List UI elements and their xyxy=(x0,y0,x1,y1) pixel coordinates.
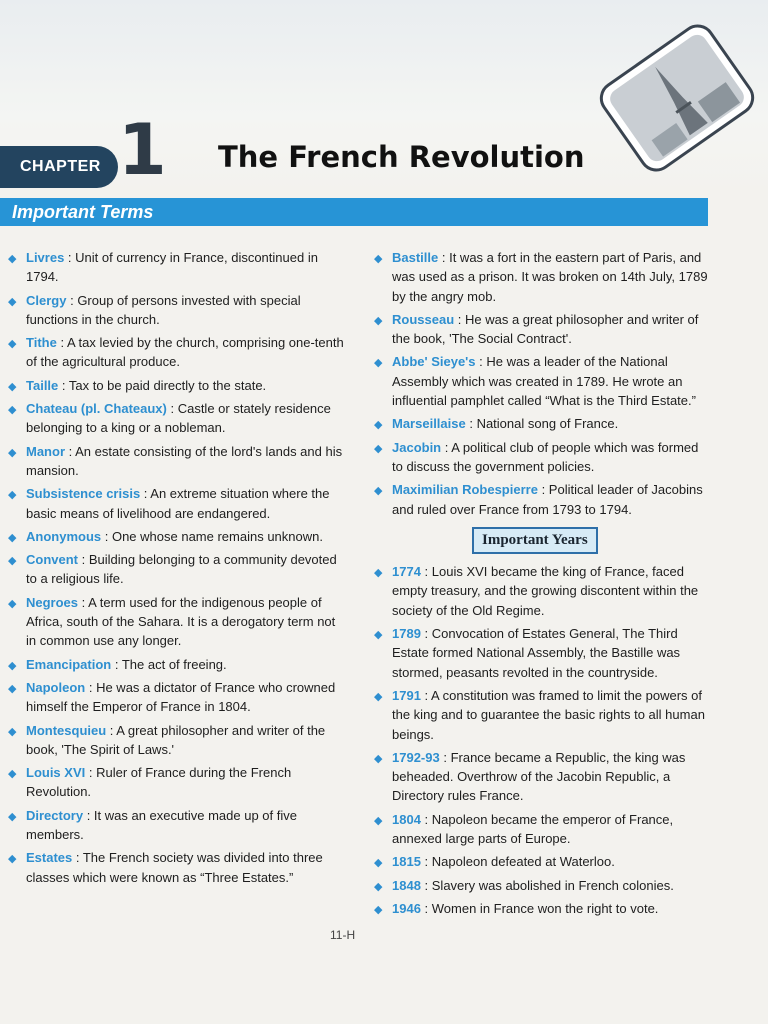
diamond-bullet-icon: ◆ xyxy=(8,380,17,393)
term-entry: ◆ Rousseau : He was a great philosopher and writer of the book, 'The Social Contract'. xyxy=(374,311,699,347)
diamond-bullet-icon: ◆ xyxy=(8,810,17,823)
term-definition: A political club of people which was formed to discuss the government policies. xyxy=(392,439,699,474)
term-label: Livres xyxy=(26,250,65,265)
term-definition: He was a dictator of France who crowned himself the Emperor of France in 1804. xyxy=(26,679,336,715)
term-entry: ◆ 1815 : Napoleon defeated at Waterloo. xyxy=(372,852,712,871)
diamond-bullet-icon: ◆ xyxy=(8,555,17,568)
term-label: 1946 xyxy=(392,900,421,916)
diamond-bullet-icon: ◆ xyxy=(374,485,383,498)
term-definition: One whose name remains unknown. xyxy=(111,528,323,544)
term-definition: Political leader of Jacobins and ruled over France from 1793 to 1794. xyxy=(392,482,703,517)
term-entry: ◆ Directory : It was an executive made up of five members. xyxy=(8,807,297,843)
term-label: Maximilian Robespierre xyxy=(392,482,538,498)
term-label: Manor xyxy=(26,443,65,459)
term-label: Louis XVI xyxy=(26,765,86,781)
diamond-bullet-icon: ◆ xyxy=(374,690,383,703)
term-definition: Louis XVI became the king of France, faced empty treasury, and the growing discontent within the society of the Old Regime. xyxy=(392,564,699,618)
page-number: 11-H xyxy=(330,928,356,942)
term-definition: An estate consisting of the lord's lands and his mansion. xyxy=(26,443,343,478)
diamond-bullet-icon: ◆ xyxy=(8,295,17,308)
term-entry: ◆ 1848 : Slavery was abolished in French colonies. xyxy=(372,876,712,895)
diamond-bullet-icon: ◆ xyxy=(374,752,383,765)
term-entry: ◆ Abbe' Sieye's : He was a leader of the National Assembly which was created in 1789. He wrote an influential pamphlet called “What is the Third Estate.” xyxy=(374,354,696,409)
term-definition: It was an executive made up of five members. xyxy=(26,807,297,843)
term-entry: ◆ Livres : Unit of currency in France, discontinued in 1794. xyxy=(8,250,318,285)
diamond-bullet-icon: ◆ xyxy=(374,629,383,642)
diamond-bullet-icon: ◆ xyxy=(8,725,17,738)
term-label: Negroes xyxy=(26,594,79,610)
term-label: Emancipation xyxy=(26,656,112,672)
term-entry: ◆ Bastille : It was a fort in the eastern part of Paris, and was used as a prison. It was broken on 14th July, 1789 by the angry mob. xyxy=(374,250,708,304)
term-definition: Castle or stately residence belonging to a king or a nobleman. xyxy=(26,401,331,436)
term-entry: ◆ Maximilian Robespierre : Political leader of Jacobins and ruled over France from 1793 to 1794. xyxy=(374,482,703,517)
term-definition: Unit of currency in France, discontinued in 1794. xyxy=(26,250,318,285)
diamond-bullet-icon: ◆ xyxy=(374,253,383,265)
term-definition: The French society was divided into three classes which were known as “Three Estates.” xyxy=(26,850,323,885)
term-definition: Convocation of Estates General, The Third Estate formed National Assembly, the Bastille was stormed, peasants revolted in the countryside. xyxy=(392,626,681,680)
diamond-bullet-icon: ◆ xyxy=(8,531,17,544)
term-definition: France became a Republic, the king was beheaded. Overthrow of the Jacobin Republic, a Directory rules France. xyxy=(392,749,686,804)
diamond-bullet-icon: ◆ xyxy=(8,253,17,265)
term-definition: Napoleon defeated at Waterloo. xyxy=(431,854,615,870)
term-label: Chateau (pl. Chateaux) xyxy=(26,401,167,417)
term-definition: A term used for the indigenous people of Africa, south of the Sahara. It is a derogatory term not in common use any longer. xyxy=(26,594,336,649)
term-entry: ◆ Negroes : A term used for the indigenous people of Africa, south of the Sahara. It is a derogatory term not in common use any longer. xyxy=(8,594,336,649)
chapter-number: 1 xyxy=(118,109,167,191)
diamond-bullet-icon: ◆ xyxy=(374,567,383,580)
term-definition: Tax to be paid directly to the state. xyxy=(68,377,267,393)
term-entry: ◆ Emancipation : The act of freeing. xyxy=(6,655,348,674)
term-label: Jacobin xyxy=(392,439,442,455)
term-label: Montesquieu xyxy=(26,722,107,738)
term-definition: A tax levied by the church, comprising one-tenth of the agricultural produce. xyxy=(26,335,344,370)
right-column xyxy=(372,248,712,922)
term-label: 1848 xyxy=(392,877,421,893)
term-label: 1774 xyxy=(392,564,421,580)
term-entry: ◆ Montesquieu : A great philosopher and writer of the book, 'The Spirit of Laws.' xyxy=(8,722,326,757)
term-label: 1791 xyxy=(392,687,421,703)
term-entry: ◆ Subsistence crisis : An extreme situation where the basic means of livelihood are endangered. xyxy=(8,486,330,521)
term-entry: ◆ Manor : An estate consisting of the lord's lands and his mansion. xyxy=(8,443,343,478)
term-label: 1789 xyxy=(392,626,421,642)
term-label: Convent xyxy=(26,552,78,568)
diamond-bullet-icon: ◆ xyxy=(8,489,17,502)
term-entry: ◆ Convent : Building belonging to a community devoted to a religious life. xyxy=(8,552,337,587)
term-label: Marseillaise xyxy=(392,416,466,432)
page-title: The French Revolution xyxy=(218,140,585,174)
term-label: Tithe xyxy=(26,335,57,351)
term-definition: He was a great philosopher and writer of the book, 'The Social Contract'. xyxy=(392,311,699,347)
term-definition: Napoleon became the emperor of France, annexed large parts of Europe. xyxy=(392,811,674,847)
term-label: Bastille xyxy=(392,250,439,265)
diamond-bullet-icon: ◆ xyxy=(374,903,383,916)
section-heading-bar xyxy=(0,198,708,226)
term-label: Subsistence crisis xyxy=(26,486,141,502)
term-label: Anonymous xyxy=(26,528,102,544)
chapter-tab: CHAPTER xyxy=(0,146,118,188)
term-entry: ◆ 1774 : Louis XVI became the king of France, faced empty treasury, and the growing discontent within the society of the Old Regime. xyxy=(374,564,699,618)
diamond-bullet-icon: ◆ xyxy=(8,768,17,781)
term-definition: Women in France won the right to vote. xyxy=(431,900,659,916)
diamond-bullet-icon: ◆ xyxy=(374,814,383,827)
section-heading: Important Terms xyxy=(12,202,154,222)
term-entry: ◆ Marseillaise : National song of France. xyxy=(372,414,712,433)
term-entry: ◆ 1791 : A constitution was framed to limit the powers of the king and to guarantee the basic rights to all human beings. xyxy=(374,687,705,742)
term-definition: National song of France. xyxy=(476,416,619,432)
term-definition: A constitution was framed to limit the powers of the king and to guarantee the basic rights to all human beings. xyxy=(392,687,705,742)
diamond-bullet-icon: ◆ xyxy=(374,357,383,370)
term-entry: ◆ Clergy : Group of persons invested with special functions in the church. xyxy=(8,292,301,327)
eiffel-tower-illustration xyxy=(592,8,762,188)
diamond-bullet-icon: ◆ xyxy=(374,314,383,327)
term-label: 1815 xyxy=(392,854,421,870)
term-entry: ◆ Estates : The French society was divided into three classes which were known as “Three Estates.” xyxy=(8,850,323,885)
term-label: Estates xyxy=(26,850,73,866)
diamond-bullet-icon: ◆ xyxy=(374,442,383,455)
term-label: Napoleon xyxy=(26,679,86,695)
term-label: Abbe' Sieye's xyxy=(392,354,476,370)
term-entry: ◆ Tithe : A tax levied by the church, comprising one-tenth of the agricultural produce. xyxy=(8,335,344,370)
term-label: 1804 xyxy=(392,811,421,827)
term-label: Taille xyxy=(26,377,59,393)
important-years-heading: Important Years xyxy=(472,527,598,554)
term-entry: ◆ 1789 : Convocation of Estates General, The Third Estate formed National Assembly, the Bastille was stormed, peasants revolted in the countryside. xyxy=(374,626,681,680)
term-label: Directory xyxy=(26,807,84,823)
term-entry: ◆ 1792-93 : France became a Republic, the king was beheaded. Overthrow of the Jacobin Republic, a Directory rules France. xyxy=(374,749,686,804)
term-definition: The act of freeing. xyxy=(121,656,227,672)
term-definition: Slavery was abolished in French colonies. xyxy=(431,877,674,893)
diamond-bullet-icon: ◆ xyxy=(8,597,17,610)
term-label: Rousseau xyxy=(392,311,455,327)
diamond-bullet-icon: ◆ xyxy=(8,659,17,672)
diamond-bullet-icon: ◆ xyxy=(8,853,17,866)
diamond-bullet-icon: ◆ xyxy=(8,404,17,417)
diamond-bullet-icon: ◆ xyxy=(8,338,17,351)
diamond-bullet-icon: ◆ xyxy=(8,446,17,459)
term-entry: ◆ Napoleon : He was a dictator of France who crowned himself the Emperor of France in 1804. xyxy=(8,679,336,715)
diamond-bullet-icon: ◆ xyxy=(374,857,383,870)
term-label: 1792-93 xyxy=(392,749,440,765)
term-entry: ◆ Chateau (pl. Chateaux) : Castle or stately residence belonging to a king or a nobleman. xyxy=(8,401,331,436)
term-entry: ◆ Anonymous : One whose name remains unknown. xyxy=(6,527,348,546)
left-column xyxy=(6,248,348,891)
term-definition: It was a fort in the eastern part of Paris, and was used as a prison. It was broken on 14th July, 1789 by the angry mob. xyxy=(392,250,708,304)
term-entry: ◆ Louis XVI : Ruler of France during the French Revolution. xyxy=(8,765,292,800)
term-definition: Ruler of France during the French Revolution. xyxy=(26,765,292,800)
diamond-bullet-icon: ◆ xyxy=(374,880,383,893)
term-entry: ◆ Jacobin : A political club of people which was formed to discuss the government policies. xyxy=(374,439,699,474)
term-entry: ◆ 1946 : Women in France won the right to vote. xyxy=(372,899,712,918)
term-definition: A great philosopher and writer of the book, 'The Spirit of Laws.' xyxy=(26,722,326,757)
term-definition: Building belonging to a community devoted to a religious life. xyxy=(26,552,337,587)
term-label: Clergy xyxy=(26,292,67,308)
term-entry: ◆ Taille : Tax to be paid directly to the state. xyxy=(6,376,348,395)
term-definition: An extreme situation where the basic means of livelihood are endangered. xyxy=(26,486,330,521)
term-definition: Group of persons invested with special functions in the church. xyxy=(26,292,301,327)
term-definition: He was a leader of the National Assembly which was created in 1789. He wrote an influential pamphlet called “What is the Third Estate.” xyxy=(392,354,696,409)
diamond-bullet-icon: ◆ xyxy=(8,682,17,695)
diamond-bullet-icon: ◆ xyxy=(374,419,383,432)
term-entry: ◆ 1804 : Napoleon became the emperor of France, annexed large parts of Europe. xyxy=(374,811,674,847)
